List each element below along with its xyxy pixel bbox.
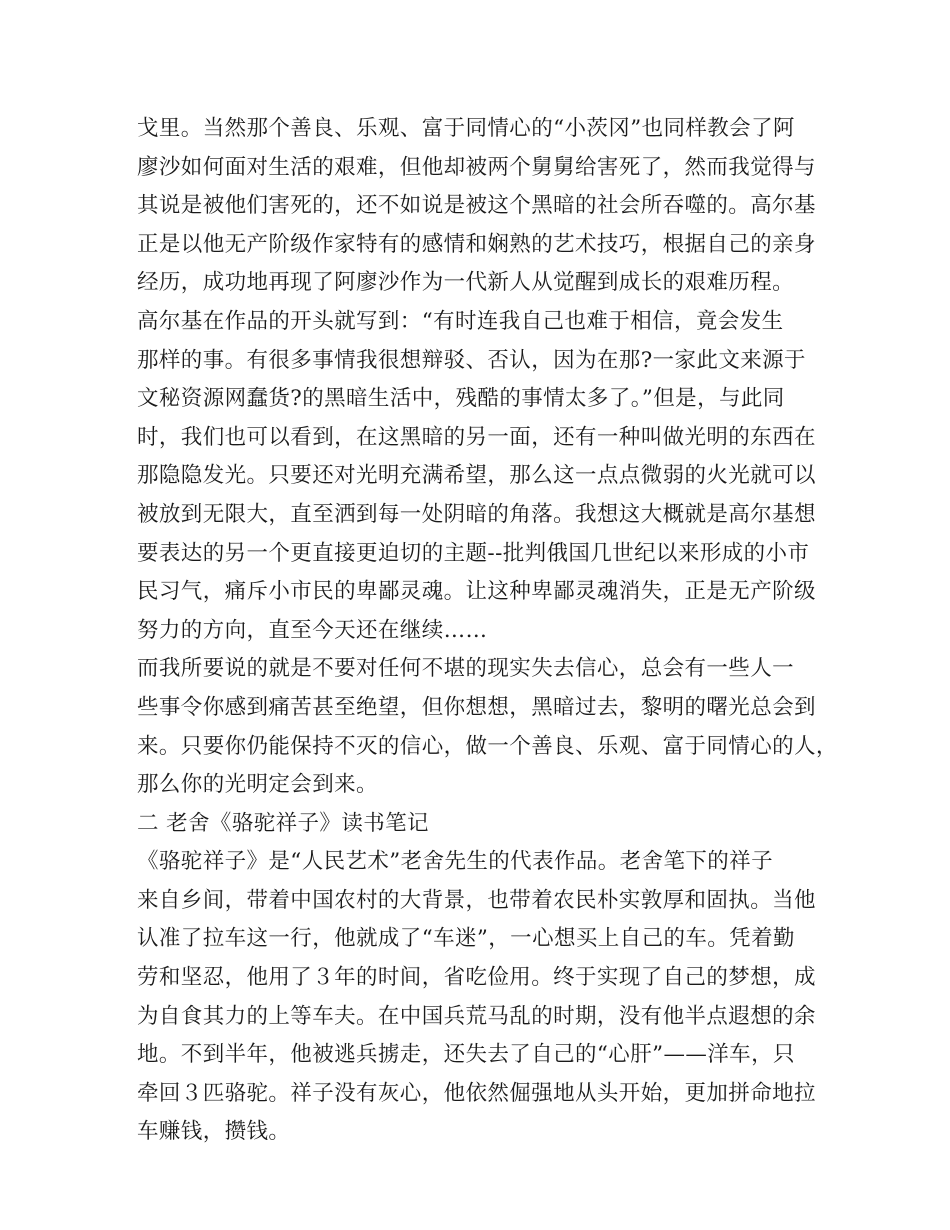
text-line: 牵回３匹骆驼。祥子没有灰心，他依然倔强地从头开始，更加拼命地拉 xyxy=(137,1080,816,1106)
text-line: 时，我们也可以看到，在这黑暗的另一面，还有一种叫做光明的东西在 xyxy=(137,424,816,450)
text-line: 来。只要你仍能保持不灭的信心，做一个善良、乐观、富于同情心的人， xyxy=(137,733,838,759)
text-line: 车赚钱，攒钱。 xyxy=(137,1119,291,1145)
text-line: 而我所要说的就是不要对任何不堪的现实失去信心，总会有一些人一 xyxy=(137,656,795,682)
text-line: 其说是被他们害死的，还不如说是被这个黑暗的社会所吞噬的。高尔基 xyxy=(137,193,816,219)
section-heading: 二 老舍《骆驼祥子》读书笔记 xyxy=(137,810,429,836)
text-line: 认准了拉车这一行，他就成了“车迷”，一心想买上自己的车。凭着勤 xyxy=(137,926,795,952)
text-line: 经历，成功地再现了阿廖沙作为一代新人从觉醒到成长的艰难历程。 xyxy=(137,270,795,296)
text-line: 那隐隐发光。只要还对光明充满希望，那么这一点点微弱的火光就可以 xyxy=(137,463,816,489)
text-line: 文秘资源网蠢货?的黑暗生活中，残酷的事情太多了。”但是，与此同 xyxy=(137,386,785,412)
text-line: 《骆驼祥子》是“人民艺术”老舍先生的代表作品。老舍笔下的祥子 xyxy=(137,849,773,875)
text-line: 民习气，痛斥小市民的卑鄙灵魂。让这种卑鄙灵魂消失，正是无产阶级 xyxy=(137,579,816,605)
text-line: 劳和坚忍，他用了３年的时间，省吃俭用。终于实现了自己的梦想，成 xyxy=(137,965,816,991)
text-line: 些事令你感到痛苦甚至绝望，但你想想，黑暗过去，黎明的曙光总会到 xyxy=(137,694,816,720)
document-body-text xyxy=(137,110,838,1152)
text-line: 努力的方向，直至今天还在继续…… xyxy=(137,617,488,643)
text-line: 为自食其力的上等车夫。在中国兵荒马乱的时期，没有他半点遐想的余 xyxy=(137,1003,816,1029)
text-line: 那么你的光明定会到来。 xyxy=(137,772,378,798)
text-line: 要表达的另一个更直接更迫切的主题--批判俄国几世纪以来形成的小市 xyxy=(137,540,810,566)
text-line: 正是以他无产阶级作家特有的感情和娴熟的艺术技巧，根据自己的亲身 xyxy=(137,231,816,257)
text-line: 廖沙如何面对生活的艰难，但他却被两个舅舅给害死了，然而我觉得与 xyxy=(137,154,816,180)
text-line: 高尔基在作品的开头就写到：“有时连我自己也难于相信，竟会发生 xyxy=(137,308,784,334)
text-line: 被放到无限大，直至洒到每一处阴暗的角落。我想这大概就是高尔基想 xyxy=(137,501,816,527)
text-line: 戈里。当然那个善良、乐观、富于同情心的“小茨冈”也同样教会了阿 xyxy=(137,116,795,141)
text-line: 那样的事。有很多事情我很想辩驳、否认，因为在那?一家此文来源于 xyxy=(137,347,806,373)
text-line: 地。不到半年，他被逃兵掳走，还失去了自己的“心肝”——洋车，只 xyxy=(137,1042,795,1068)
text-line: 来自乡间，带着中国农村的大背景，也带着农民朴实敦厚和固执。当他 xyxy=(137,887,816,913)
